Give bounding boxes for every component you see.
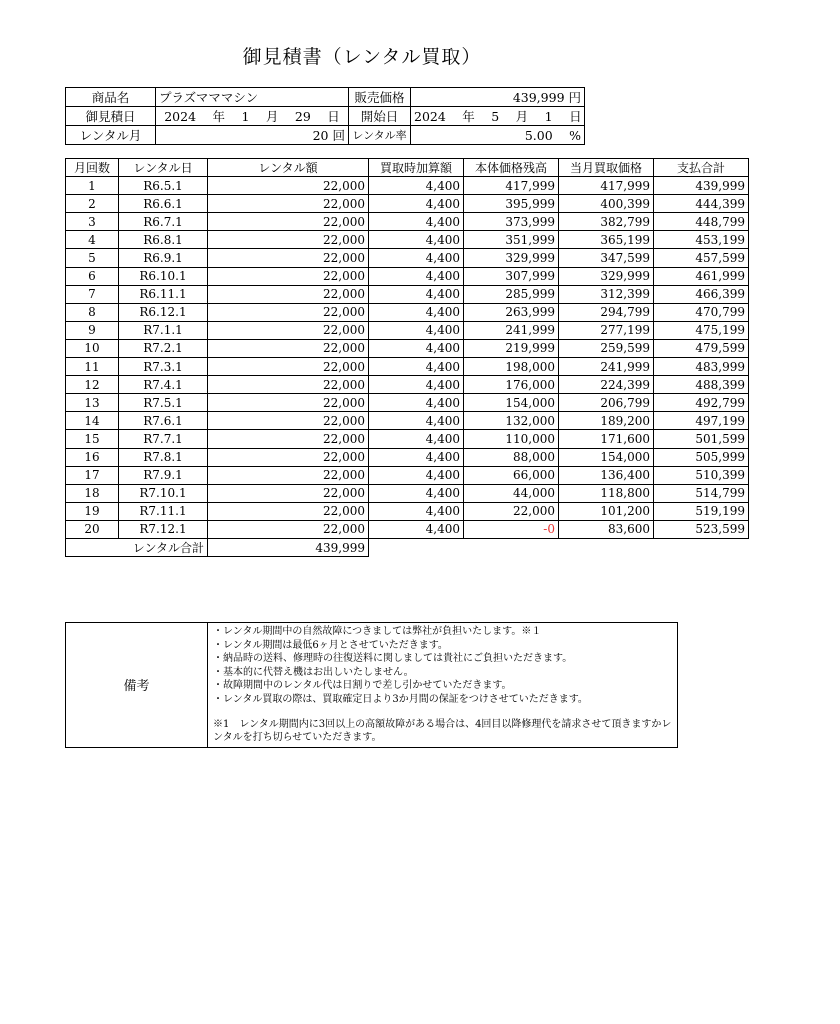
empty-cell: [559, 538, 654, 556]
table-cell: R7.12.1: [119, 520, 208, 538]
column-header: 買取時加算額: [369, 159, 464, 177]
table-cell: 22,000: [208, 231, 369, 249]
table-cell: R7.10.1: [119, 484, 208, 502]
table-cell: 83,600: [559, 520, 654, 538]
remarks-notes: [208, 623, 678, 748]
table-cell: 4,400: [369, 376, 464, 394]
table-row: [66, 213, 840, 231]
table-cell: 22,000: [208, 285, 369, 303]
column-header: 当月買取価格: [559, 159, 654, 177]
table-cell: R6.5.1: [119, 177, 208, 195]
table-row: [66, 466, 840, 484]
table-cell: 101,200: [559, 502, 654, 520]
table-cell: 453,199: [654, 231, 749, 249]
rental-rate-value: 5.00 %: [411, 126, 585, 145]
table-row: [66, 394, 840, 412]
table-cell: 4,400: [369, 231, 464, 249]
table-cell: 176,000: [464, 376, 559, 394]
table-cell: 347,599: [559, 249, 654, 267]
table-row: [66, 358, 840, 376]
table-cell: 514,799: [654, 484, 749, 502]
table-cell: 241,999: [464, 321, 559, 339]
table-cell: 22,000: [208, 430, 369, 448]
table-cell: 444,399: [654, 195, 749, 213]
table-cell: 118,800: [559, 484, 654, 502]
table-row: [66, 267, 840, 285]
table-cell: 285,999: [464, 285, 559, 303]
total-label: レンタル合計: [66, 538, 208, 556]
table-cell: 22,000: [208, 321, 369, 339]
table-cell: 22,000: [208, 195, 369, 213]
table-cell: 4,400: [369, 484, 464, 502]
table-row: [66, 412, 840, 430]
info-table: [65, 87, 585, 145]
table-cell: 136,400: [559, 466, 654, 484]
table-cell: 4,400: [369, 466, 464, 484]
table-cell: -0: [464, 520, 559, 538]
table-cell: 224,399: [559, 376, 654, 394]
table-row: [66, 502, 840, 520]
table-row: [66, 339, 840, 357]
table-cell: 22,000: [208, 484, 369, 502]
column-header: 本体価格残高: [464, 159, 559, 177]
table-cell: 22,000: [208, 339, 369, 357]
table-cell: 4,400: [369, 358, 464, 376]
table-cell: 400,399: [559, 195, 654, 213]
remark-line: ・納品時の送料、修理時の往復送料に関しましては貴社にご負担いただきます。: [213, 653, 573, 665]
start-date-label: 開始日: [349, 107, 411, 126]
table-cell: 22,000: [208, 412, 369, 430]
table-cell: 22,000: [208, 303, 369, 321]
table-cell: R6.6.1: [119, 195, 208, 213]
table-cell: 4,400: [369, 520, 464, 538]
remarks-footnote: ※1 レンタル期間内に3回以上の高額故障がある場合は、4回目以降修理代を請求させて頂きますかレンタルを打ち切らせていただきます。: [213, 718, 672, 744]
table-cell: 8: [66, 303, 119, 321]
price-label: 販売価格: [349, 88, 411, 107]
table-cell: 307,999: [464, 267, 559, 285]
table-row: [66, 231, 840, 249]
table-cell: 16: [66, 448, 119, 466]
table-cell: 488,399: [654, 376, 749, 394]
table-cell: 22,000: [208, 502, 369, 520]
remark-line: ・基本的に代替え機はお出しいたしません。: [213, 666, 414, 678]
table-cell: 9: [66, 321, 119, 339]
table-row: [66, 448, 840, 466]
table-cell: 395,999: [464, 195, 559, 213]
table-cell: R7.7.1: [119, 430, 208, 448]
table-cell: R7.9.1: [119, 466, 208, 484]
table-cell: 417,999: [559, 177, 654, 195]
table-cell: 4,400: [369, 430, 464, 448]
estimate-date-value: 2024 年 1 月 29 日: [156, 107, 349, 126]
table-cell: 4,400: [369, 195, 464, 213]
table-cell: 475,199: [654, 321, 749, 339]
table-cell: 483,999: [654, 358, 749, 376]
table-cell: R7.2.1: [119, 339, 208, 357]
table-cell: 19: [66, 502, 119, 520]
table-cell: 110,000: [464, 430, 559, 448]
table-cell: 497,199: [654, 412, 749, 430]
table-cell: 4: [66, 231, 119, 249]
table-cell: 510,399: [654, 466, 749, 484]
table-cell: 4,400: [369, 502, 464, 520]
table-cell: 329,999: [559, 267, 654, 285]
table-cell: 505,999: [654, 448, 749, 466]
table-cell: 417,999: [464, 177, 559, 195]
table-cell: 22,000: [208, 358, 369, 376]
table-cell: 4,400: [369, 213, 464, 231]
product-value: プラズマママシン: [156, 88, 349, 107]
table-cell: 4,400: [369, 285, 464, 303]
table-cell: 11: [66, 358, 119, 376]
table-cell: 22,000: [208, 394, 369, 412]
table-cell: 312,399: [559, 285, 654, 303]
table-cell: R6.12.1: [119, 303, 208, 321]
table-cell: 382,799: [559, 213, 654, 231]
table-cell: 22,000: [208, 448, 369, 466]
table-cell: 466,399: [654, 285, 749, 303]
table-cell: 457,599: [654, 249, 749, 267]
table-cell: 448,799: [654, 213, 749, 231]
table-cell: 44,000: [464, 484, 559, 502]
table-cell: 22,000: [208, 267, 369, 285]
total-row: [66, 538, 840, 556]
empty-cell: [369, 538, 464, 556]
table-cell: 4,400: [369, 267, 464, 285]
table-cell: 4,400: [369, 448, 464, 466]
table-row: [66, 321, 840, 339]
table-cell: 88,000: [464, 448, 559, 466]
table-row: [66, 484, 840, 502]
table-cell: 365,199: [559, 231, 654, 249]
remarks-table: [65, 622, 678, 748]
table-cell: 461,999: [654, 267, 749, 285]
table-cell: 7: [66, 285, 119, 303]
total-value: 439,999: [208, 538, 369, 556]
table-cell: R6.8.1: [119, 231, 208, 249]
table-cell: R7.3.1: [119, 358, 208, 376]
table-cell: 12: [66, 376, 119, 394]
table-cell: 198,000: [464, 358, 559, 376]
table-cell: 294,799: [559, 303, 654, 321]
table-cell: 373,999: [464, 213, 559, 231]
empty-cell: [654, 538, 749, 556]
table-row: [66, 195, 840, 213]
table-cell: R7.6.1: [119, 412, 208, 430]
table-cell: 171,600: [559, 430, 654, 448]
table-cell: 2: [66, 195, 119, 213]
rental-months-value: 20 回: [156, 126, 349, 145]
empty-cell: [464, 538, 559, 556]
table-cell: 4,400: [369, 303, 464, 321]
table-cell: R6.10.1: [119, 267, 208, 285]
table-cell: 4,400: [369, 339, 464, 357]
table-row: [66, 177, 840, 195]
table-cell: 329,999: [464, 249, 559, 267]
rental-rate-label: レンタル率: [349, 126, 411, 145]
remark-line: ・レンタル買取の際は、買取確定日より3か月間の保証をつけさせていただきます。: [213, 693, 588, 705]
table-cell: R6.9.1: [119, 249, 208, 267]
table-cell: 22,000: [208, 177, 369, 195]
remarks-label: 備考: [66, 623, 208, 748]
column-header: 月回数: [66, 159, 119, 177]
table-row: [66, 303, 840, 321]
table-cell: 22,000: [208, 466, 369, 484]
rental-schedule-table: [65, 158, 840, 557]
table-cell: R7.1.1: [119, 321, 208, 339]
table-cell: 10: [66, 339, 119, 357]
table-cell: 470,799: [654, 303, 749, 321]
table-cell: R7.11.1: [119, 502, 208, 520]
table-cell: 22,000: [464, 502, 559, 520]
product-label: 商品名: [66, 88, 156, 107]
table-cell: 5: [66, 249, 119, 267]
table-cell: R6.7.1: [119, 213, 208, 231]
rental-months-label: レンタル月: [66, 126, 156, 145]
table-cell: 263,999: [464, 303, 559, 321]
table-cell: 4,400: [369, 412, 464, 430]
table-cell: 241,999: [559, 358, 654, 376]
table-cell: 4,400: [369, 249, 464, 267]
table-cell: 219,999: [464, 339, 559, 357]
table-cell: 13: [66, 394, 119, 412]
table-cell: 439,999: [654, 177, 749, 195]
table-cell: 14: [66, 412, 119, 430]
table-cell: R7.8.1: [119, 448, 208, 466]
table-cell: 22,000: [208, 249, 369, 267]
table-row: [66, 376, 840, 394]
table-cell: 22,000: [208, 213, 369, 231]
table-cell: 523,599: [654, 520, 749, 538]
table-cell: 206,799: [559, 394, 654, 412]
table-cell: 277,199: [559, 321, 654, 339]
remark-line: ・故障期間中のレンタル代は日割りで差し引かせていただきます。: [213, 680, 512, 692]
table-header-row: [66, 159, 840, 177]
table-cell: R7.5.1: [119, 394, 208, 412]
table-cell: R6.11.1: [119, 285, 208, 303]
table-cell: R7.4.1: [119, 376, 208, 394]
table-cell: 15: [66, 430, 119, 448]
document-title: 御見積書（レンタル買取）: [242, 46, 482, 68]
price-value: 439,999 円: [411, 88, 585, 107]
table-row: [66, 430, 840, 448]
table-cell: 66,000: [464, 466, 559, 484]
table-cell: 4,400: [369, 177, 464, 195]
table-cell: 501,599: [654, 430, 749, 448]
column-header: レンタル日: [119, 159, 208, 177]
table-cell: 479,599: [654, 339, 749, 357]
remark-line: ・レンタル期間中の自然故障につきましては弊社が負担いたします。※１: [213, 626, 542, 637]
table-row: [66, 285, 840, 303]
table-row: [66, 520, 840, 538]
table-cell: 1: [66, 177, 119, 195]
table-cell: 189,200: [559, 412, 654, 430]
table-cell: 4,400: [369, 394, 464, 412]
table-cell: 154,000: [464, 394, 559, 412]
column-header: 支払合計: [654, 159, 749, 177]
table-cell: 22,000: [208, 520, 369, 538]
table-cell: 259,599: [559, 339, 654, 357]
table-cell: 154,000: [559, 448, 654, 466]
column-header: レンタル額: [208, 159, 369, 177]
table-cell: 132,000: [464, 412, 559, 430]
table-cell: 492,799: [654, 394, 749, 412]
table-cell: 20: [66, 520, 119, 538]
estimate-date-label: 御見積日: [66, 107, 156, 126]
table-cell: 4,400: [369, 321, 464, 339]
remark-line: ・レンタル期間は最低6ヶ月とさせていただきます。: [213, 639, 448, 651]
table-cell: 519,199: [654, 502, 749, 520]
table-cell: 17: [66, 466, 119, 484]
table-cell: 3: [66, 213, 119, 231]
table-cell: 6: [66, 267, 119, 285]
table-cell: 18: [66, 484, 119, 502]
table-cell: 22,000: [208, 376, 369, 394]
table-cell: 351,999: [464, 231, 559, 249]
table-row: [66, 249, 840, 267]
start-date-value: 2024 年 5 月 1 日: [411, 107, 585, 126]
